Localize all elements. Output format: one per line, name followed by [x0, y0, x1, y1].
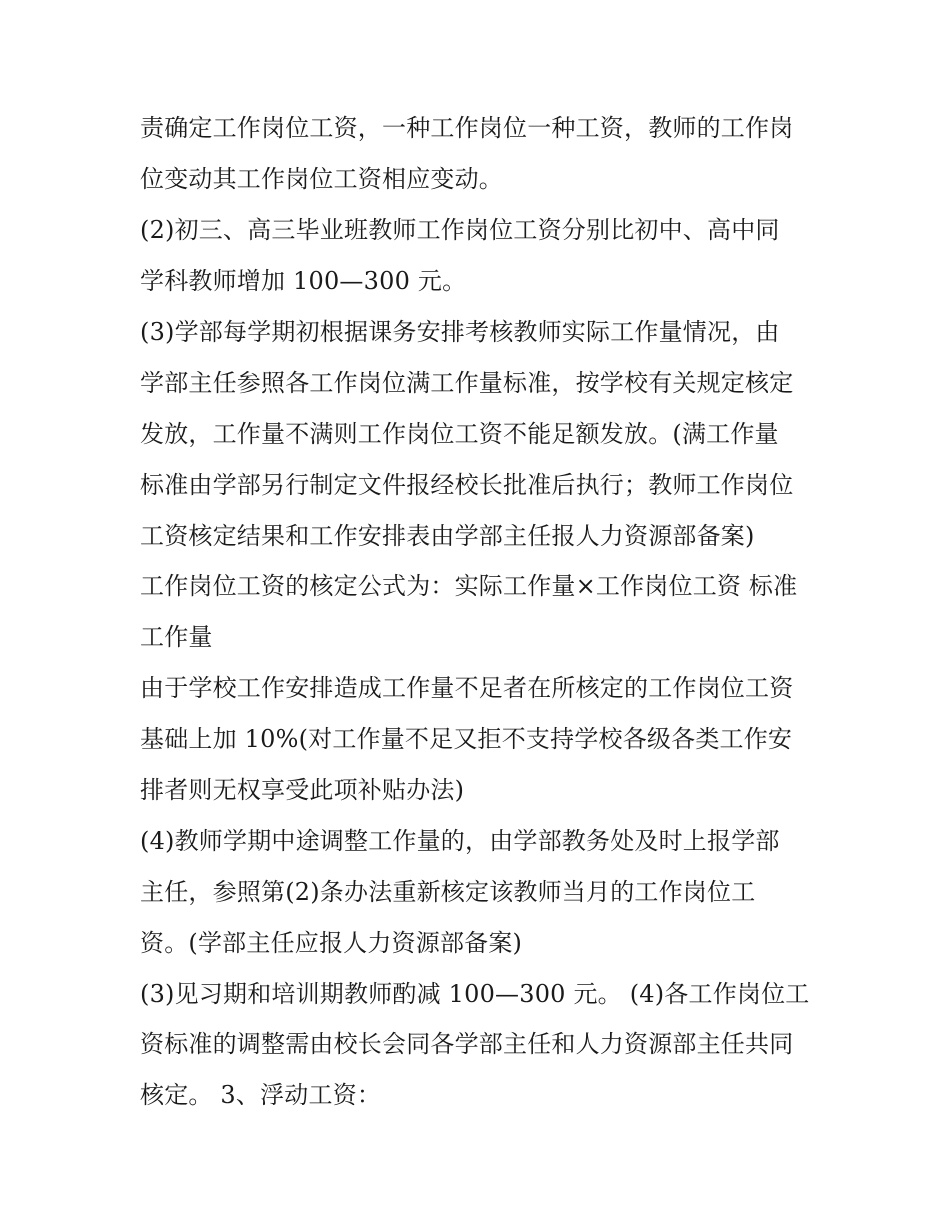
text-line: 标准由学部另行制定文件报经校长批准后执行；教师工作岗位 — [140, 471, 794, 499]
text-line: 工作岗位工资的核定公式为：实际工作量×工作岗位工资 标准 — [140, 572, 798, 600]
text-line: (3)学部每学期初根据课务安排考核教师实际工作量情况，由 — [140, 318, 780, 346]
text-line: 发放，工作量不满则工作岗位工资不能足额发放。(满工作量 — [140, 420, 779, 448]
text-line: 资。(学部主任应报人力资源部备案) — [140, 929, 523, 957]
text-line: 资标准的调整需由校长会同各学部主任和人力资源部主任共同 — [140, 1030, 794, 1058]
text-line: 核定。 3、浮动工资： — [140, 1081, 382, 1109]
text-line: 工作量 — [140, 623, 213, 651]
text-line: 主任，参照第(2)条办法重新核定该教师当月的工作岗位工 — [140, 878, 756, 906]
text-line: 学科教师增加 100—300 元。 — [140, 267, 467, 295]
text-line: (4)教师学期中途调整工作量的，由学部教务处及时上报学部 — [140, 827, 780, 855]
text-line: 位变动其工作岗位工资相应变动。 — [140, 165, 503, 193]
text-line: 学部主任参照各工作岗位满工作量标准，按学校有关规定核定 — [140, 369, 794, 397]
text-line: 由于学校工作安排造成工作量不足者在所核定的工作岗位工资 — [140, 674, 794, 702]
text-line: 责确定工作岗位工资，一种工作岗位一种工资，教师的工作岗 — [140, 114, 794, 142]
text-line: 基础上加 10%(对工作量不足又拒不支持学校各级各类工作安 — [140, 725, 793, 753]
text-line: 排者则无权享受此项补贴办法) — [140, 776, 465, 804]
text-line: (2)初三、高三毕业班教师工作岗位工资分别比初中、高中同 — [140, 216, 780, 244]
text-line: 工资核定结果和工作安排表由学部主任报人力资源部备案) — [140, 522, 755, 550]
text-line: (3)见习期和培训期教师酌减 100—300 元。 (4)各工作岗位工 — [140, 980, 810, 1008]
